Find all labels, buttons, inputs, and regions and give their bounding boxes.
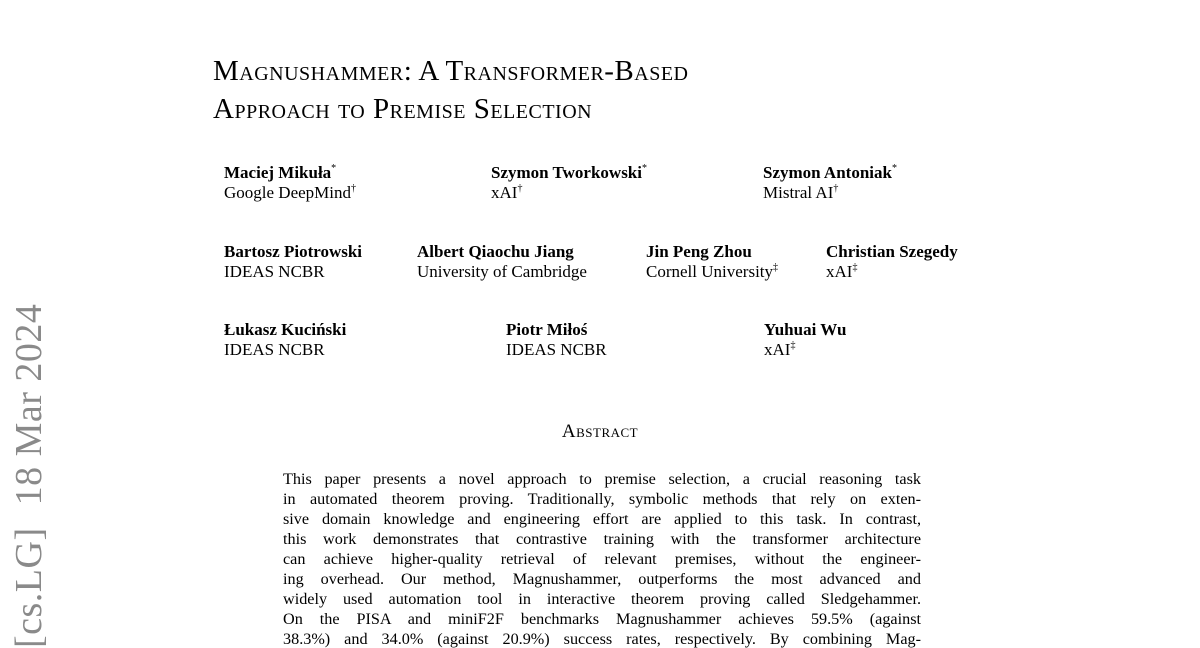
author-block [764,320,846,360]
abstract-body [283,469,921,648]
author-block [224,242,362,282]
author-block [646,242,778,282]
author-block [224,320,346,360]
title-line-2: Approach to Premise Selection [213,93,593,125]
author-affiliation: xAI‡ [826,262,858,281]
author-name: Yuhuai Wu [764,320,847,339]
title-line-1: Magnushammer: A Transformer-Based [213,55,689,87]
author-block [224,163,356,203]
author-block [506,320,607,360]
author-affiliation: IDEAS NCBR [506,340,607,359]
abstract-line: On the PISA and miniF2F benchmarks Magnushammer achieves 59.5% (against [283,610,921,628]
author-block [491,163,647,203]
author-name: Łukasz Kuciński [224,320,347,339]
author-affiliation: Cornell University‡ [646,262,779,281]
abstract-line: widely used automation tool in interactive theorem proving called Sledgehammer. [283,590,921,608]
abstract-line: This paper presents a novel approach to premise selection, a crucial reasoning task [283,470,921,488]
author-affiliation: xAI† [491,183,523,202]
abstract-line: can achieve higher-quality retrieval of relevant premises, without the engineer- [283,550,921,568]
author-name: Bartosz Piotrowski [224,242,363,261]
author-block [417,242,587,282]
author-name: Maciej Mikuła* [224,163,337,182]
author-name: Christian Szegedy [826,242,958,261]
author-affiliation: University of Cambridge [417,262,587,281]
arxiv-category: [cs.LG] [8,527,50,648]
author-affiliation: xAI‡ [764,340,796,359]
abstract-line: this work demonstrates that contrastive training with the transformer architecture [283,530,921,548]
arxiv-stamp [10,304,48,648]
author-name: Szymon Tworkowski* [491,163,647,182]
author-block [826,242,958,282]
author-name: Jin Peng Zhou [646,242,752,261]
paper-title [213,52,973,128]
abstract-heading: Abstract [561,421,639,442]
author-name: Albert Qiaochu Jiang [417,242,574,261]
author-name: Szymon Antoniak* [763,163,897,182]
author-name: Piotr Miłoś [506,320,588,339]
abstract-line: 38.3%) and 34.0% (against 20.9%) success rates, respectively. By combining Mag- [283,630,921,648]
arxiv-date: 18 Mar 2024 [8,303,50,506]
abstract-line: in automated theorem proving. Traditionally, symbolic methods that rely on exten- [283,490,921,508]
author-affiliation: IDEAS NCBR [224,340,325,359]
author-affiliation: Mistral AI† [763,183,839,202]
abstract-line: sive domain knowledge and engineering effort are applied to this task. In contrast, [283,510,921,528]
author-affiliation: IDEAS NCBR [224,262,325,281]
author-block [763,163,897,203]
author-affiliation: Google DeepMind† [224,183,357,202]
abstract-line: ing overhead. Our method, Magnushammer, outperforms the most advanced and [283,570,921,588]
